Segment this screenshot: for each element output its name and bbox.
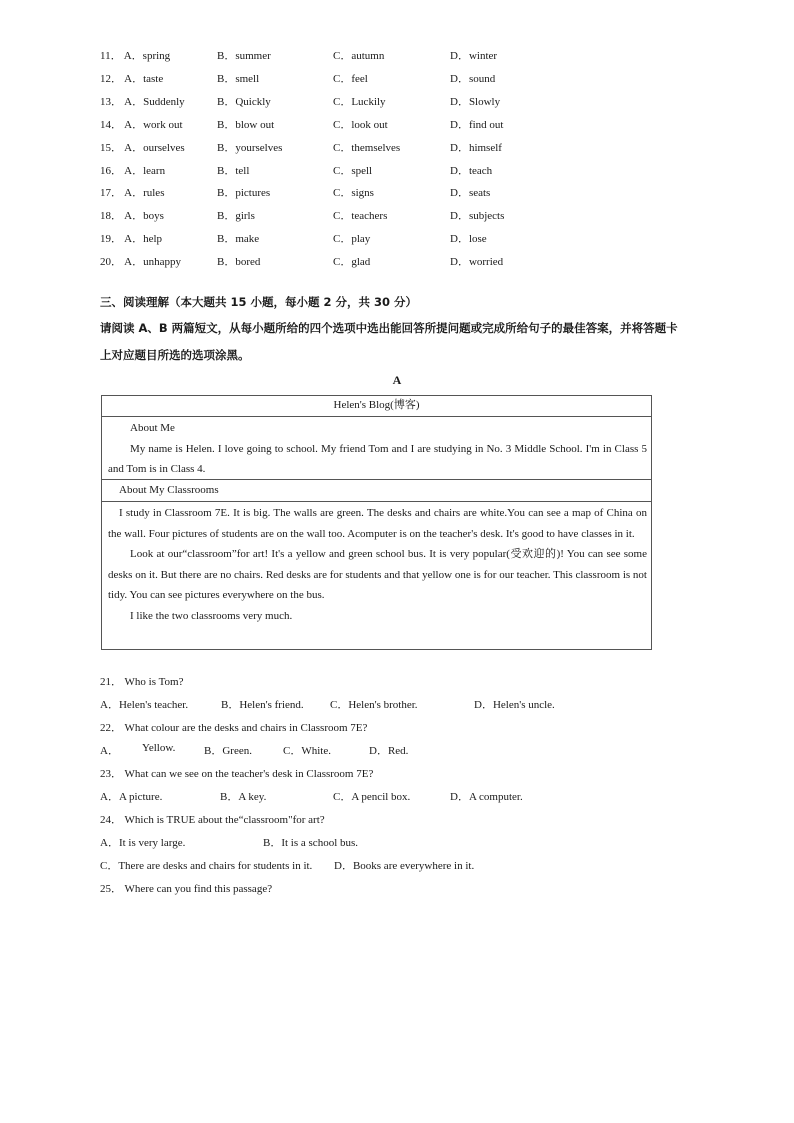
option-d: D．seats	[450, 187, 491, 199]
option-d: D．lose	[450, 233, 487, 245]
option-b: B．blow out	[217, 119, 275, 131]
option-row	[100, 139, 620, 157]
option-a: 14． A．work out	[100, 119, 183, 131]
about-me-cell	[102, 417, 651, 480]
option-c: C．play	[333, 233, 371, 245]
option-c: C．signs	[333, 187, 374, 199]
option-d: D．himself	[450, 142, 502, 154]
option-d: D．subjects	[450, 210, 505, 222]
q21-option-c: C．Helen's brother.	[330, 699, 418, 711]
option-c: C．Luckily	[333, 96, 386, 108]
option-c: C．spell	[333, 165, 373, 177]
option-b: B．tell	[217, 165, 250, 177]
q22-option-a-text: Yellow.	[142, 742, 176, 754]
option-a: 19． A．help	[100, 233, 163, 245]
option-a: 18． A．boys	[100, 210, 164, 222]
option-a: 13． A．Suddenly	[100, 96, 185, 108]
option-d: D．winter	[450, 50, 498, 62]
passage-label: A	[392, 373, 402, 387]
option-row	[100, 207, 620, 225]
option-c: C．themselves	[333, 142, 401, 154]
option-b: B．smell	[217, 73, 260, 85]
option-c: C．feel	[333, 73, 368, 85]
question-21: 21． Who is Tom?	[100, 676, 184, 688]
option-b: B．pictures	[217, 187, 271, 199]
section-instructions: 请阅读 A、B 两篇短文，从每小题所给的四个选项中选出能回答所提问题或完成所给句子的最佳答案，并将答题卡上对应题目所选的选项涂黑。	[100, 321, 678, 362]
option-row	[100, 116, 620, 134]
q23-option-a: A．A picture.	[100, 791, 163, 803]
option-a: 16． A．learn	[100, 165, 166, 177]
question-24: 24． Which is TRUE about the“classroom"for art?	[100, 814, 325, 826]
q23-option-b: B．A key.	[220, 791, 267, 803]
option-c: C．teachers	[333, 210, 388, 222]
q24-option-d: D．Books are everywhere in it.	[334, 860, 475, 872]
option-a: 11． A．spring	[100, 50, 171, 62]
q22-option-a-letter: A．	[100, 745, 119, 757]
option-row	[100, 253, 620, 271]
q22-option-c: C．White.	[283, 745, 331, 757]
option-b: B．yourselves	[217, 142, 283, 154]
option-row	[100, 162, 620, 180]
option-c: C．glad	[333, 256, 371, 268]
option-d: D．sound	[450, 73, 496, 85]
option-row	[100, 93, 620, 111]
option-row	[100, 184, 620, 202]
option-b: B．bored	[217, 256, 261, 268]
section-title: 三、阅读理解（本大题共 15 小题，每小题 2 分，共 30 分）	[100, 295, 418, 309]
classroom-paragraph-1: I study in Classroom 7E. It is big. The walls are green. The desks and chairs are white.You can see a map of China on the wall. Four pictures of students are on the wall too. Acomputer is on the teacher's desk. It's good to have classes in it.	[108, 507, 647, 540]
option-d: D．worried	[450, 256, 504, 268]
option-a: 20． A．unhappy	[100, 256, 181, 268]
about-me-heading: About Me	[130, 422, 175, 434]
classroom-paragraph-3: I like the two classrooms very much.	[130, 609, 293, 622]
option-d: D．find out	[450, 119, 504, 131]
option-row	[100, 47, 620, 65]
blog-table	[101, 395, 652, 650]
q21-option-a: A．Helen's teacher.	[100, 699, 189, 711]
question-25: 25． Where can you find this passage?	[100, 883, 273, 895]
q24-option-a: A．It is very large.	[100, 837, 186, 849]
q24-option-c: C．There are desks and chairs for students in it.	[100, 860, 313, 872]
classrooms-cell	[102, 502, 651, 649]
option-b: B．Quickly	[217, 96, 271, 108]
classrooms-heading: About My Classrooms	[119, 484, 219, 496]
q23-option-c: C．A pencil box.	[333, 791, 411, 803]
q21-option-b: B．Helen's friend.	[221, 699, 304, 711]
option-row	[100, 230, 620, 248]
option-c: C．autumn	[333, 50, 385, 62]
question-22: 22． What colour are the desks and chairs in Classroom 7E?	[100, 722, 368, 734]
option-b: B．make	[217, 233, 260, 245]
option-b: B．girls	[217, 210, 255, 222]
option-c: C．look out	[333, 119, 388, 131]
q24-option-b: B．It is a school bus.	[263, 837, 359, 849]
q22-option-d: D．Red.	[369, 745, 409, 757]
question-23: 23． What can we see on the teacher's desk in Classroom 7E?	[100, 768, 374, 780]
q23-option-d: D．A computer.	[450, 791, 523, 803]
blog-title: Helen's Blog(博客)	[102, 396, 651, 417]
option-a: 17． A．rules	[100, 187, 165, 199]
option-b: B．summer	[217, 50, 271, 62]
about-me-text: My name is Helen. I love going to school. My friend Tom and I are studying in No. 3 Middle School. I'm in Class 5 and Tom is in Class 4.	[108, 442, 647, 475]
classroom-paragraph-2: Look at our“classroom”for art! It's a yellow and green school bus. It is very popular(受欢迎的)! You can see some desks on it. But there are no chairs. Red desks are for students and that yellow one is for our teacher. This classroom is not tidy. You can see pictures everywhere on the bus.	[108, 548, 647, 601]
option-d: D．teach	[450, 165, 493, 177]
classrooms-heading-cell	[102, 480, 651, 502]
option-d: D．Slowly	[450, 96, 501, 108]
option-a: 15． A．ourselves	[100, 142, 185, 154]
q22-option-b: B．Green.	[204, 745, 252, 757]
q21-option-d: D．Helen's uncle.	[474, 699, 555, 711]
option-row	[100, 70, 620, 88]
option-a: 12． A．taste	[100, 73, 164, 85]
